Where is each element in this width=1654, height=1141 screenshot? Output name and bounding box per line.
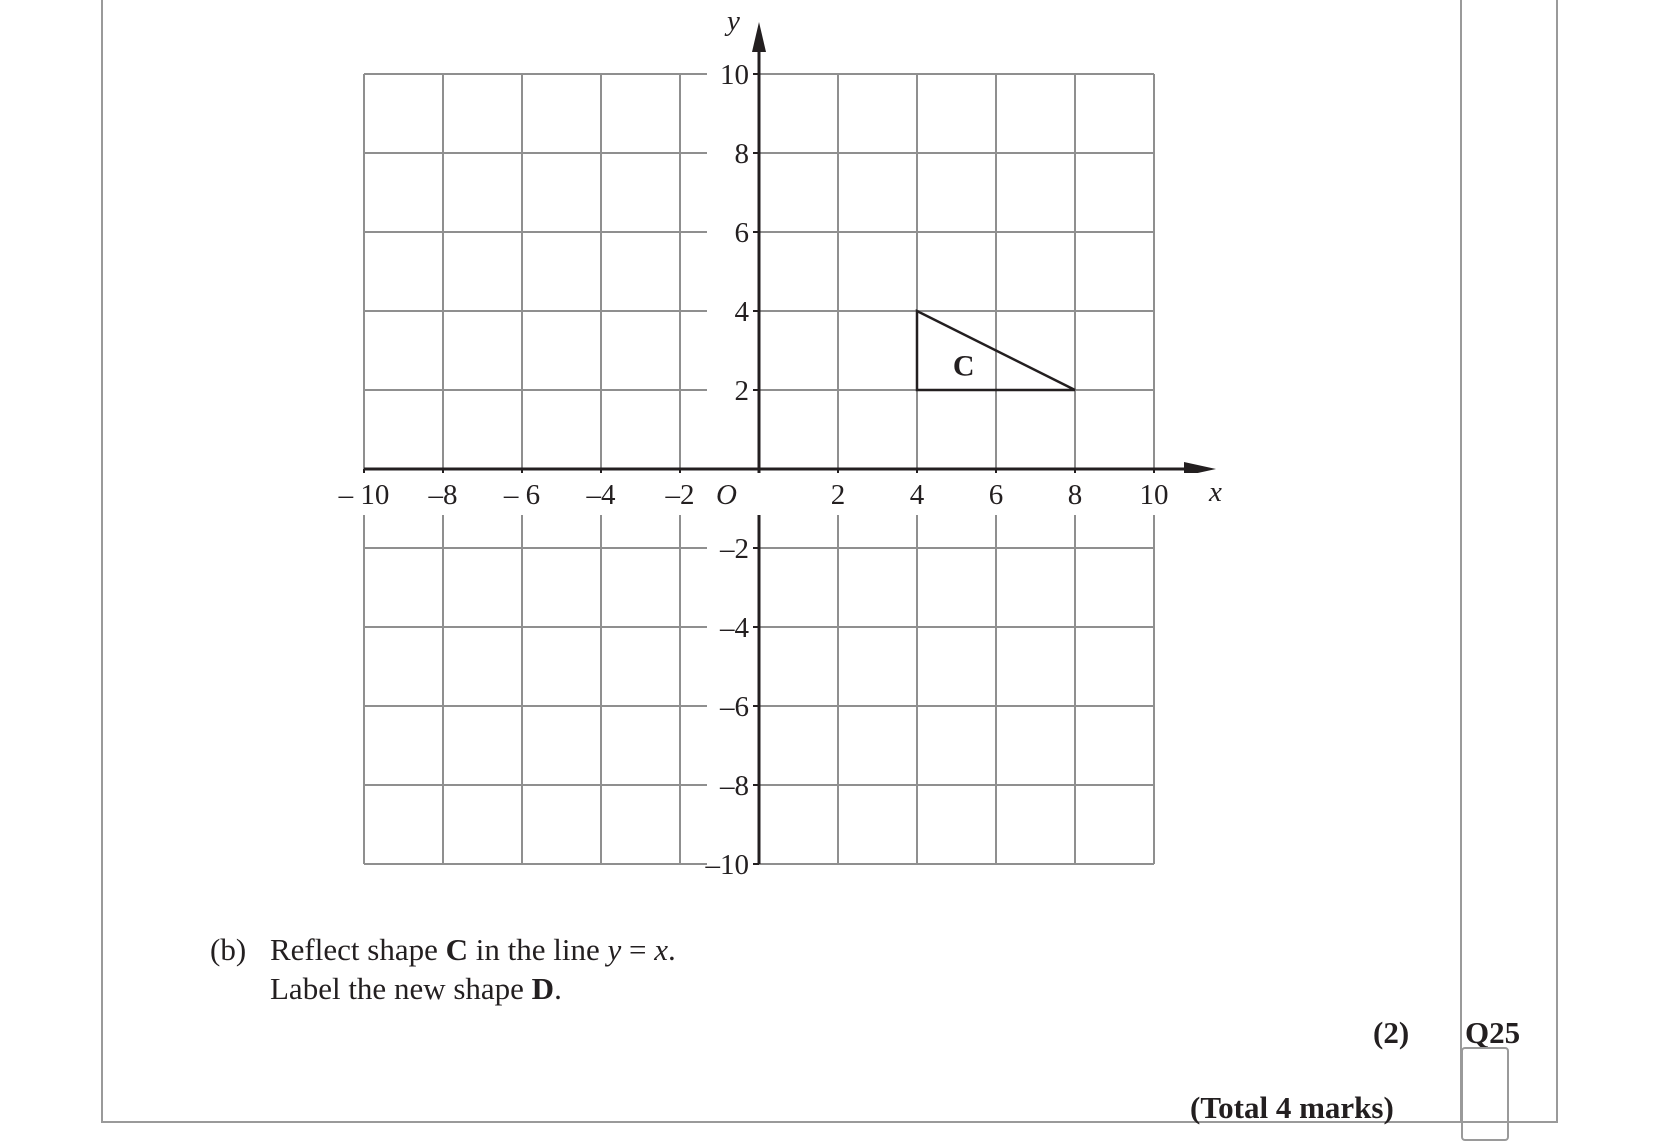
- y-tick-label: –10: [705, 849, 749, 881]
- y-tick-label: 8: [734, 138, 749, 170]
- x-tick-label: 6: [988, 479, 1004, 511]
- shape-d-ref: D: [531, 971, 555, 1006]
- y-tick-label: –6: [720, 691, 749, 723]
- x-tick-label: –4: [586, 479, 616, 511]
- x-tick-label: – 10: [338, 479, 390, 511]
- equation-y: y: [607, 932, 622, 967]
- y-tick-label: –8: [720, 770, 749, 802]
- y-axis-arrowhead: [752, 22, 766, 52]
- question-number: Q25: [1465, 1015, 1521, 1050]
- equation-equals: =: [621, 932, 655, 967]
- y-tick-label: 2: [734, 375, 749, 407]
- instruction-reflect-pre: Reflect shape: [270, 932, 446, 967]
- x-axis-label: x: [1209, 476, 1222, 508]
- x-tick-label: – 6: [503, 479, 541, 511]
- instruction-reflect: [270, 930, 676, 969]
- instruction-reflect-mid: in the line: [467, 932, 608, 967]
- y-tick-label: –4: [720, 612, 749, 644]
- x-tick-label: 4: [909, 479, 925, 511]
- instruction-reflect-end: .: [667, 932, 676, 967]
- shape-c-label: C: [952, 349, 975, 383]
- x-tick-label: –8: [428, 479, 458, 511]
- x-tick-label: 2: [830, 479, 846, 511]
- equation-x: x: [654, 932, 668, 967]
- x-tick-label: 8: [1067, 479, 1083, 511]
- y-tick-label: 4: [734, 296, 749, 328]
- x-tick-label: –2: [665, 479, 695, 511]
- origin-label: O: [716, 479, 737, 511]
- shape-c-ref: C: [445, 932, 468, 967]
- total-marks: (Total 4 marks): [1190, 1090, 1394, 1125]
- instruction-label: [270, 969, 562, 1008]
- y-tick-label: 10: [720, 59, 749, 91]
- instruction-label-pre: Label the new shape: [270, 971, 532, 1006]
- instruction-label-end: .: [554, 971, 562, 1006]
- axes: [364, 22, 1216, 864]
- x-tick-label: 10: [1139, 479, 1169, 511]
- y-tick-label: 6: [734, 217, 749, 249]
- part-b-label: (b): [210, 932, 247, 967]
- y-axis-label: y: [727, 5, 740, 37]
- y-tick-label: –2: [720, 533, 749, 565]
- tick-labels: [324, 5, 1234, 881]
- part-marks: (2): [1373, 1015, 1410, 1050]
- x-tick-label-band-mask: [324, 473, 1234, 515]
- marks-answer-box: [1461, 1047, 1509, 1141]
